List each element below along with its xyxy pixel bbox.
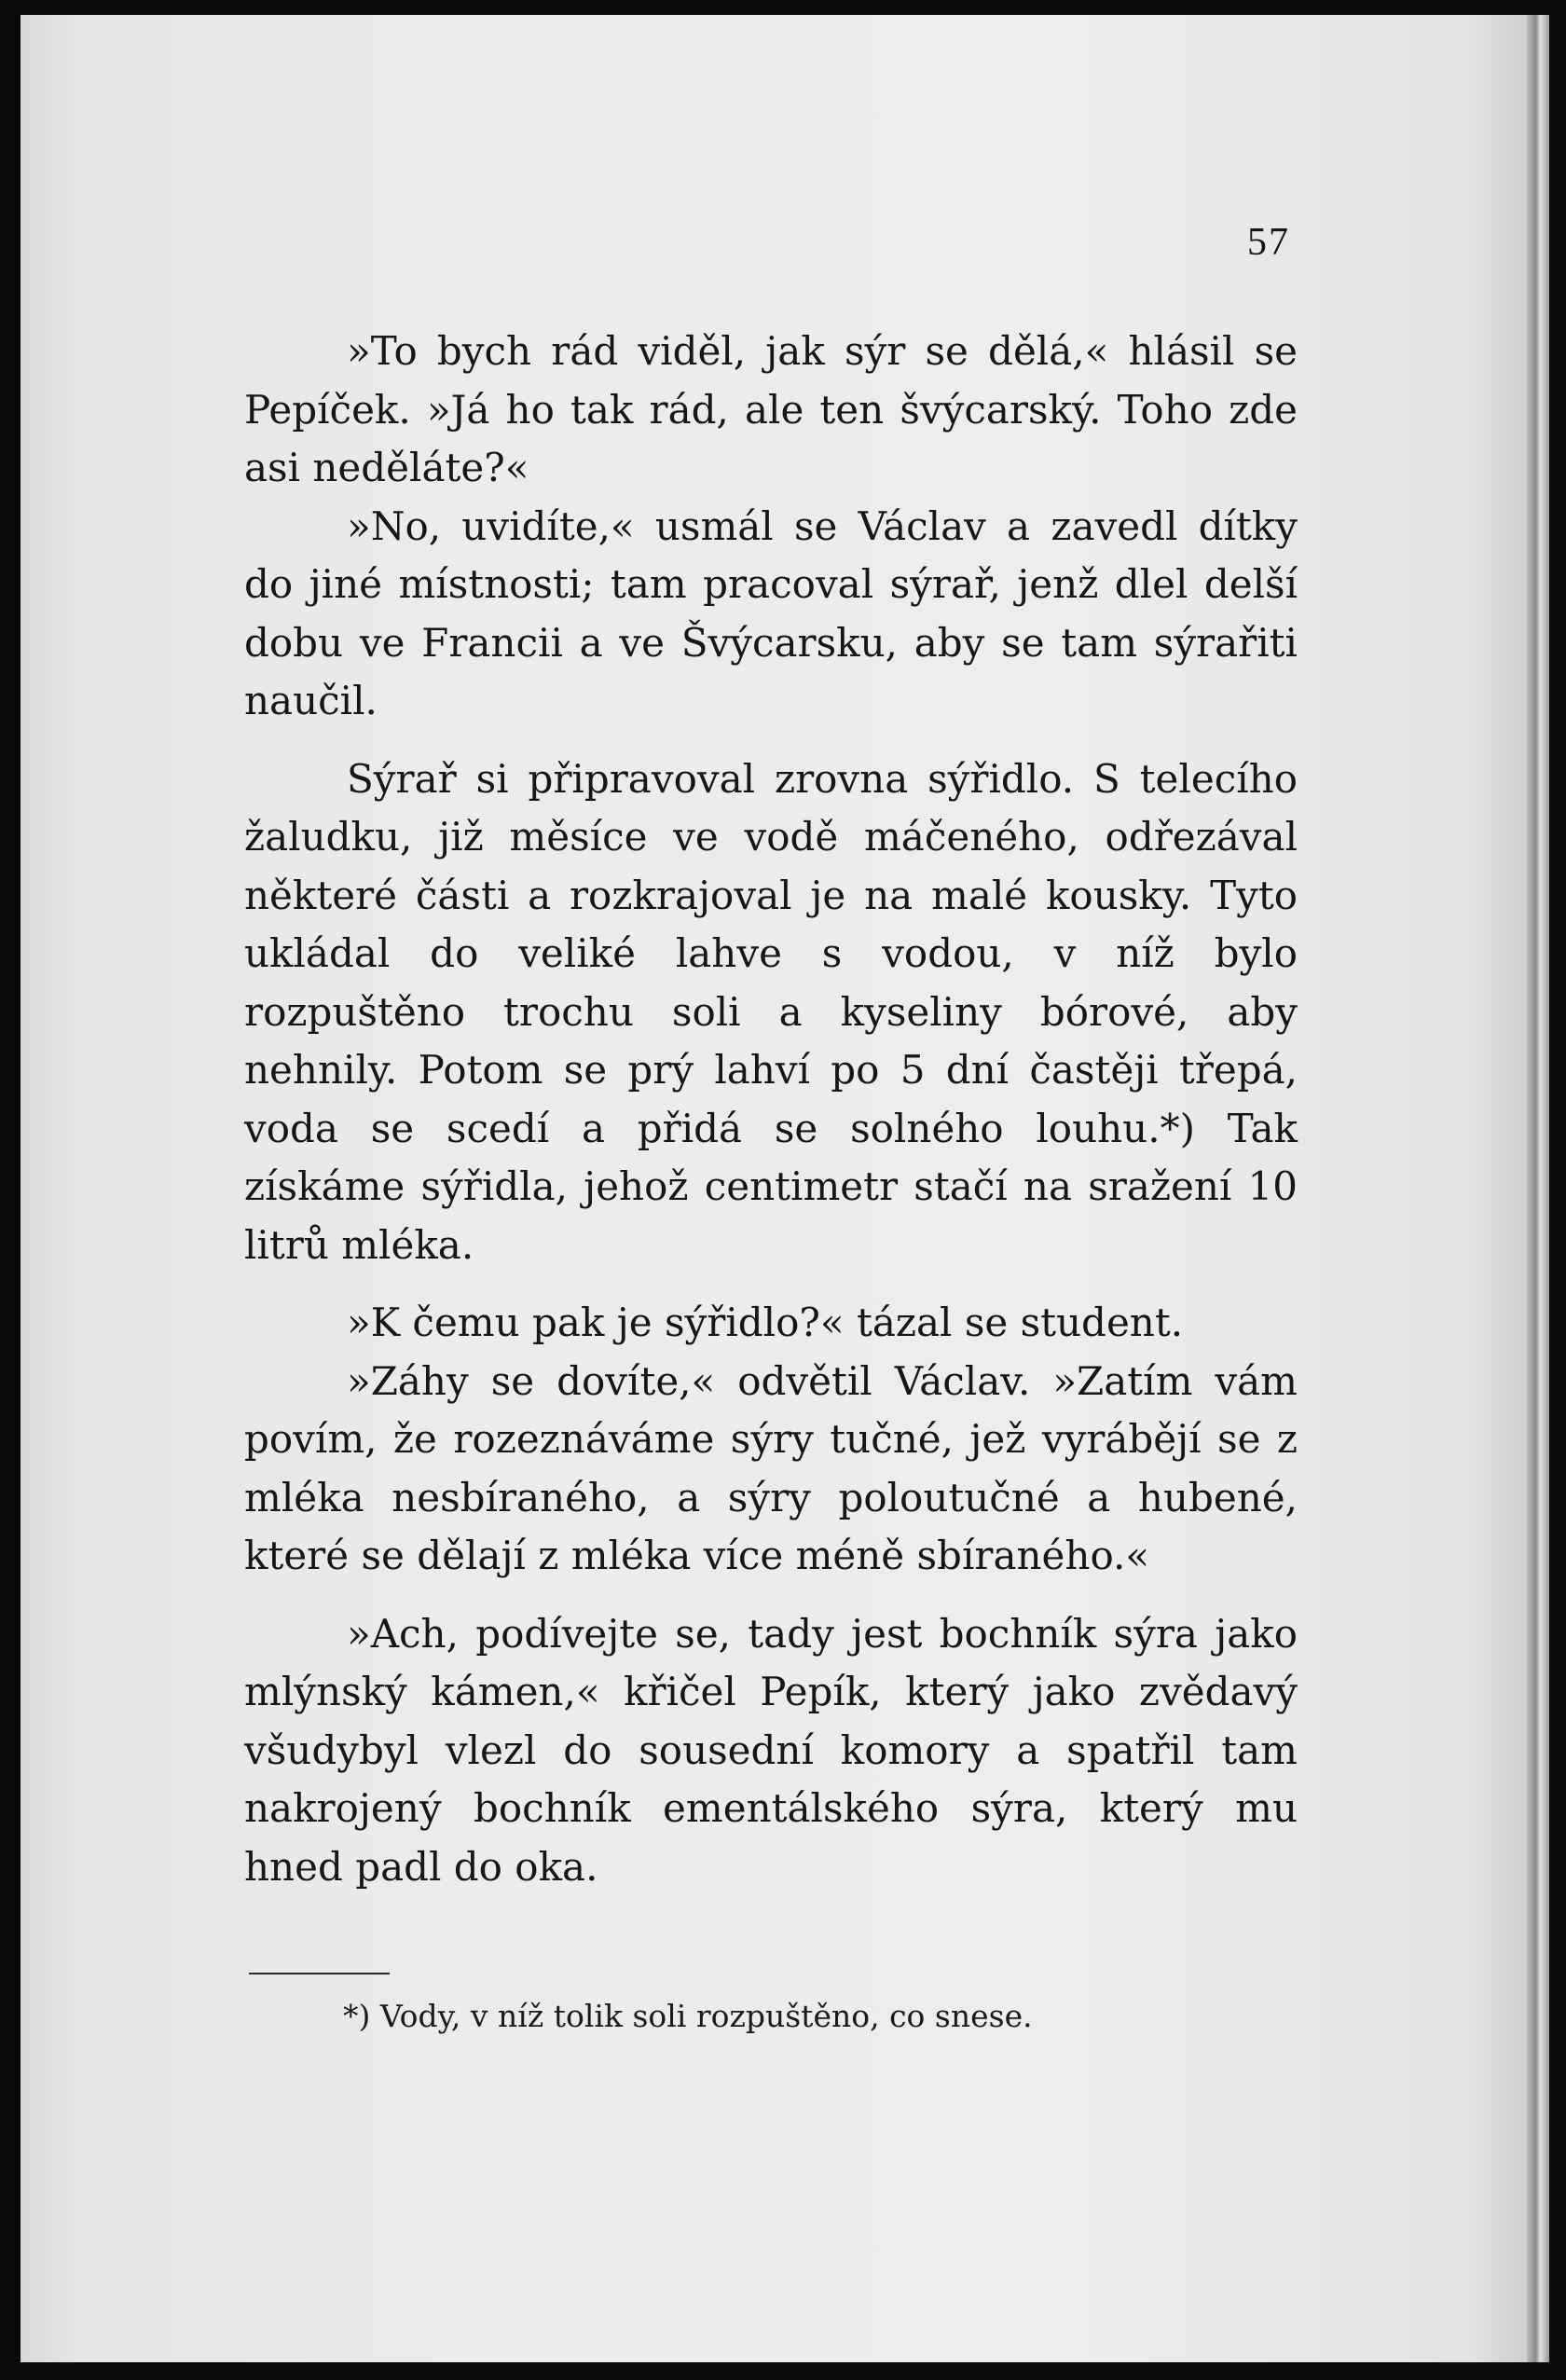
footnote: *) Vody, v níž tolik soli rozpuštěno, co snese. xyxy=(343,1998,1033,2034)
paragraph: »K čemu pak je sýřidlo?« tázal se student. xyxy=(347,1300,1184,1345)
body-text xyxy=(244,323,1298,1896)
paragraph: »Ach, podívejte se, tady jest bochník sýra jako mlýnský kámen,« křičel Pepík, který jako zvědavý všudybyl vlezl do sousední komory a spatřil tam nakrojený bochník ementálského sýra, který mu hned padl do oka. xyxy=(244,1610,1298,1890)
page-number: 57 xyxy=(1247,221,1290,264)
paragraph: »Záhy se dovíte,« odvětil Václav. »Zatím vám povím, že rozeznáváme sýry tučné, jež vyrábějí se z mléka nesbíraného, a sýry poloutučné a hubené, které se dělají z mléka více méně sbíraného.« xyxy=(244,1357,1298,1578)
page-edge xyxy=(1527,15,1549,2362)
footnote-rule xyxy=(249,1973,390,1974)
paragraph: »No, uvidíte,« usmál se Václav a zavedl dítky do jiné místnosti; tam pracoval sýrař, jenž dlel delší dobu ve Francii a ve Švýcarsku, aby se tam sýrařiti naučil. xyxy=(244,502,1298,723)
paragraph: Sýrař si připravoval zrovna sýřidlo. S telecího žaludku, již měsíce ve vodě máčeného, odřezával některé části a rozkrajoval je na malé kousky. Tyto ukládal do veliké lahve s vodou, v níž bylo rozpuštěno trochu soli a kyseliny bórové, aby nehnily. Potom se prý lahví po 5 dní častěji třepá, voda se scedí a přidá se solného louhu.*) Tak získáme sýřidla, jehož centimetr stačí na sražení 10 litrů mléka. xyxy=(244,755,1298,1268)
paragraph: »To bych rád viděl, jak sýr se dělá,« hlásil se Pepíček. »Já ho tak rád, ale ten švýcarský. Toho zde asi neděláte?« xyxy=(244,328,1298,490)
